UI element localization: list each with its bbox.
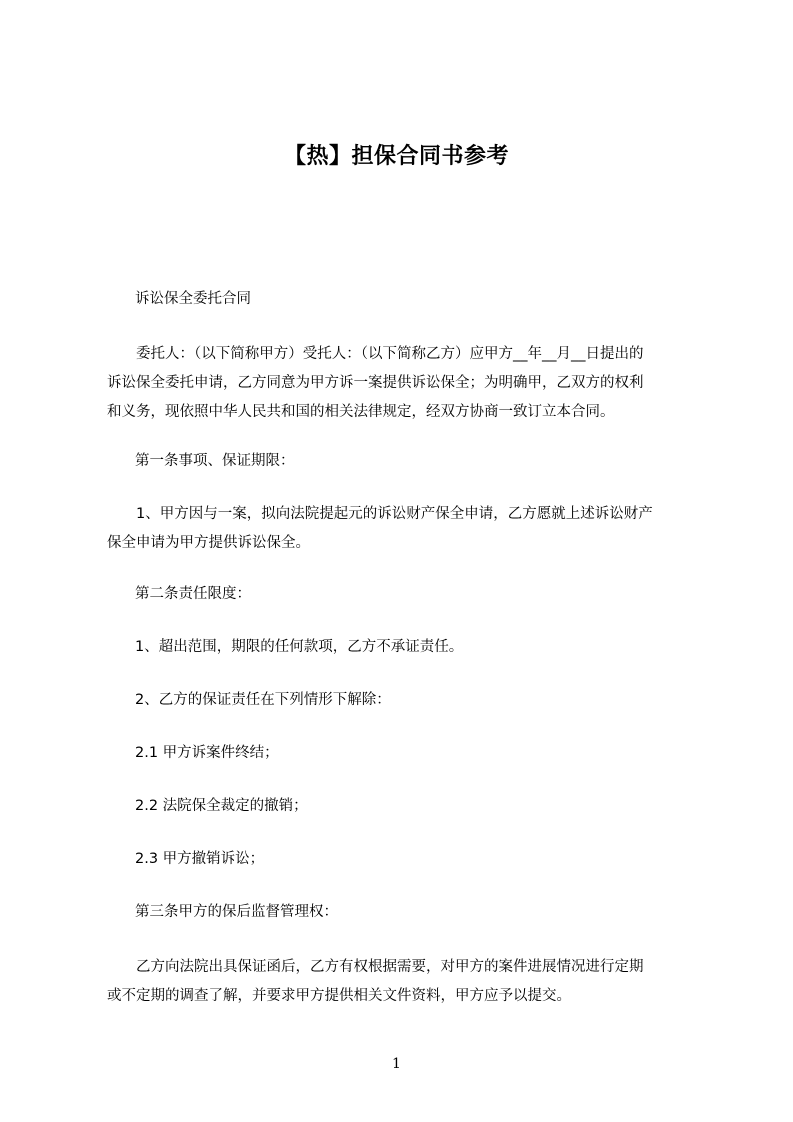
intro-paragraph — [107, 340, 707, 427]
article-2-item-2-3 — [135, 845, 710, 874]
article-1-item-1 — [107, 500, 707, 558]
article-3-line-2: 或不定期的调查了解，并要求甲方提供相关文件资料，甲方应予以提交。 — [107, 988, 571, 1004]
article-2-item-2-3-text: 2.3 甲方撤销诉讼； — [135, 851, 265, 867]
article-1-title-text: 第一条事项、保证期限： — [135, 453, 295, 469]
article-2-title — [135, 580, 710, 609]
article-2-item-1-text: 1、超出范围，期限的任何款项，乙方不承证责任。 — [135, 639, 464, 655]
article-2-item-2-1 — [135, 739, 710, 768]
article-2-title-text: 第二条责任限度： — [135, 586, 251, 602]
contract-heading — [135, 285, 710, 314]
intro-line-1: 委托人：（以下简称甲方）受托人：（以下简称乙方）应甲方__年__月__日提出的 — [136, 346, 644, 362]
contract-heading-text: 诉讼保全委托合同 — [135, 291, 251, 307]
article-1-item-1-line-1: 1、甲方因与一案，拟向法院提起元的诉讼财产保全申请，乙方愿就上述诉讼财产 — [136, 506, 653, 522]
article-3-title — [135, 898, 710, 927]
article-3-paragraph — [107, 953, 707, 1011]
article-3-line-1: 乙方向法院出具保证函后，乙方有权根据需要，对甲方的案件进展情况进行定期 — [136, 959, 644, 975]
article-1-title — [135, 447, 710, 476]
article-2-item-2-2 — [135, 792, 710, 821]
article-2-item-1 — [135, 633, 710, 662]
article-3-title-text: 第三条甲方的保后监督管理权： — [135, 904, 338, 920]
intro-line-3: 和义务，现依照中华人民共和国的相关法律规定，经双方协商一致订立本合同。 — [107, 404, 615, 420]
intro-line-2: 诉讼保全委托申请，乙方同意为甲方诉一案提供诉讼保全；为明确甲，乙双方的权利 — [107, 375, 644, 391]
article-2-item-2-1-text: 2.1 甲方诉案件终结； — [135, 745, 279, 761]
document-title: 【热】担保合同书参考 — [283, 144, 509, 169]
article-1-item-1-line-2: 保全申请为甲方提供诉讼保全。 — [107, 535, 310, 551]
article-2-item-2 — [135, 686, 710, 715]
page-number: 1 — [392, 1056, 401, 1072]
article-2-item-2-text: 2、乙方的保证责任在下列情形下解除： — [135, 692, 391, 708]
article-2-item-2-2-text: 2.2 法院保全裁定的撤销； — [135, 798, 308, 814]
